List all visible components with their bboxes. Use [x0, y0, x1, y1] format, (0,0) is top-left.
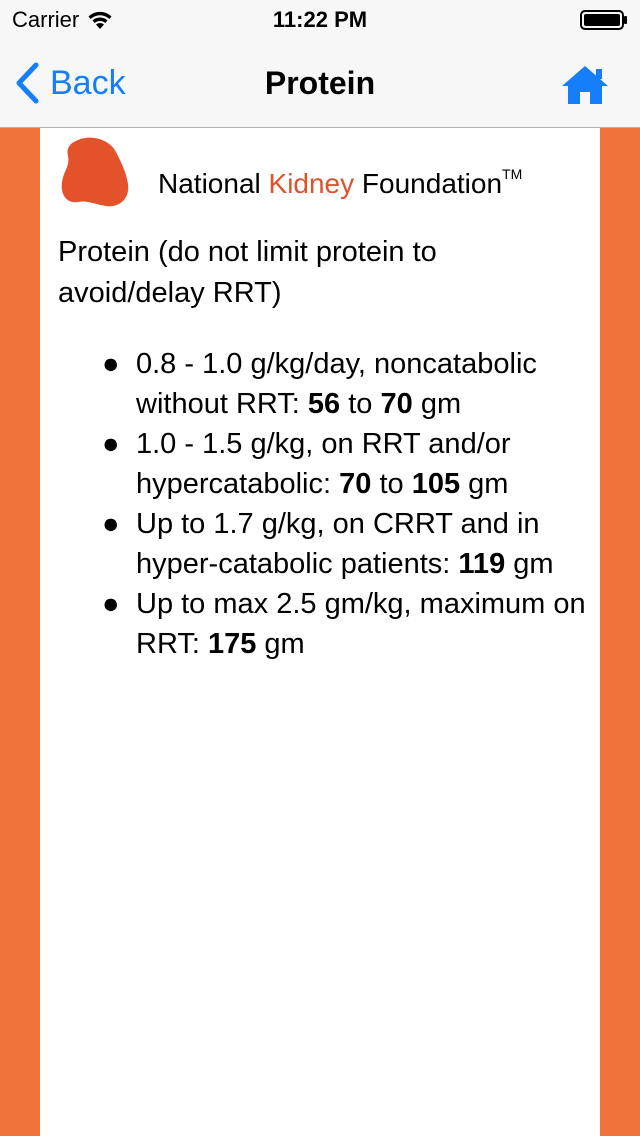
- protein-list: [40, 344, 600, 664]
- logo-word-kidney: Kidney: [268, 168, 355, 199]
- foundation-name: [158, 166, 522, 200]
- bullet-icon: ●: [102, 428, 120, 460]
- logo-word-national: National: [158, 168, 261, 199]
- intro-text: Protein (do not limit protein to avoid/delay RRT): [58, 236, 437, 309]
- content-panel: [40, 128, 600, 1136]
- bullet-icon: ●: [102, 508, 120, 540]
- back-label: Back: [50, 63, 126, 102]
- navigation-bar: [0, 40, 640, 128]
- battery-icon: [580, 10, 628, 30]
- list-item: ● 1.0 - 1.5 g/kg, on RRT and/or hypercatabolic: 70 to 105 gm: [136, 424, 600, 504]
- bullet-icon: ●: [102, 348, 120, 380]
- bullet-icon: ●: [102, 588, 120, 620]
- home-icon[interactable]: [560, 64, 610, 106]
- list-item: ● 0.8 - 1.0 g/kg/day, noncatabolic without RRT: 56 to 70 gm: [136, 344, 600, 424]
- page-title: Protein: [264, 65, 376, 101]
- list-item: ● Up to 1.7 g/kg, on CRRT and in hyper-catabolic patients: 119 gm: [136, 504, 600, 584]
- logo-word-foundation: Foundation: [361, 168, 503, 199]
- list-item: ● Up to max 2.5 gm/kg, maximum on RRT: 175 gm: [136, 584, 600, 664]
- carrier-label: Carrier: [12, 7, 80, 32]
- status-time: 11:22 PM: [272, 7, 368, 32]
- trademark: TM: [502, 166, 523, 182]
- kidney-logo-icon: [60, 136, 130, 210]
- status-bar: [0, 0, 640, 40]
